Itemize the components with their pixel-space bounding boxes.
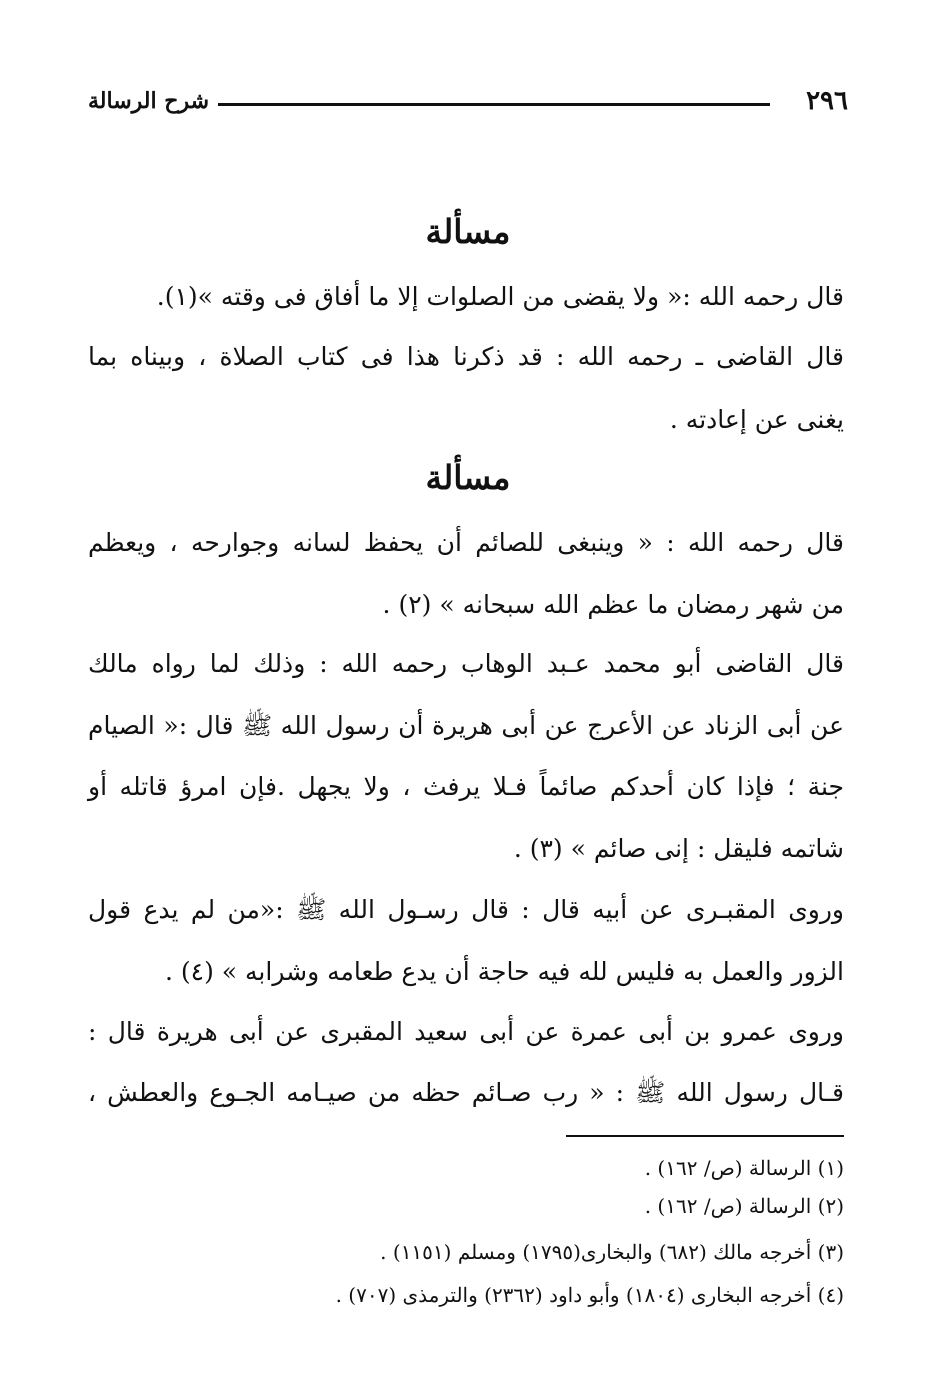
text-line: قـال رسول الله ﷺ : « رب صـائم حظه من صيـامه الجـوع والعطش ،	[88, 1078, 844, 1107]
text-line: يغنى عن إعادته .	[669, 405, 844, 434]
footnote: (٢) الرسالة (ص/ ١٦٢) .	[644, 1194, 844, 1218]
text-line: وروى عمرو بن أبى عمرة عن أبى سعيد المقبرى عن أبى هريرة قال :	[88, 1017, 844, 1046]
footnote: (١) الرسالة (ص/ ١٦٢) .	[644, 1156, 844, 1180]
text-line: عن أبى الزناد عن الأعرج عن أبى هريرة أن رسول الله ﷺ قال :« الصيام	[88, 711, 844, 740]
section-heading: مسألة	[425, 212, 511, 251]
text-line: جنة ؛ فإذا كان أحدكم صائماً فـلا يرفث ، ولا يجهل .فإن امرؤ قاتله أو	[88, 772, 844, 801]
text-line: الزور والعمل به فليس لله فيه حاجة أن يدع طعامه وشرابه » (٤) .	[164, 957, 844, 986]
text-line: قال القاضى ـ رحمه الله : قد ذكرنا هذا فى كتاب الصلاة ، وبيناه بما	[88, 342, 844, 371]
text-line: شاتمه فليقل : إنى صائم » (٣) .	[513, 834, 844, 863]
footnote: (٣) أخرجه مالك (٦٨٢) والبخارى(١٧٩٥) ومسلم (١١٥١) .	[380, 1240, 844, 1264]
text-line: من شهر رمضان ما عظم الله سبحانه » (٢) .	[382, 590, 844, 619]
footnote-rule	[566, 1135, 844, 1137]
text-line: قال رحمه الله :« ولا يقضى من الصلوات إلا ما أفاق فى وقته »(١).	[156, 282, 844, 311]
text-line: قال رحمه الله : « وينبغى للصائم أن يحفظ لسانه وجوارحه ، ويعظم	[88, 528, 844, 557]
book-title: شرح الرسالة	[88, 88, 210, 114]
section-heading: مسألة	[425, 458, 511, 497]
running-header	[88, 82, 848, 122]
text-line: قال القاضى أبو محمد عـبد الوهاب رحمه الله : وذلك لما رواه مالك	[88, 649, 844, 678]
header-rule	[218, 103, 770, 106]
text-line: وروى المقبـرى عن أبيه قال : قال رسـول الله ﷺ :«من لم يدع قول	[88, 895, 844, 924]
footnote: (٤) أخرجه البخارى (١٨٠٤) وأبو داود (٢٣٦٢) والترمذى (٧٠٧) .	[335, 1283, 844, 1307]
page-number: ٢٩٦	[806, 86, 848, 116]
